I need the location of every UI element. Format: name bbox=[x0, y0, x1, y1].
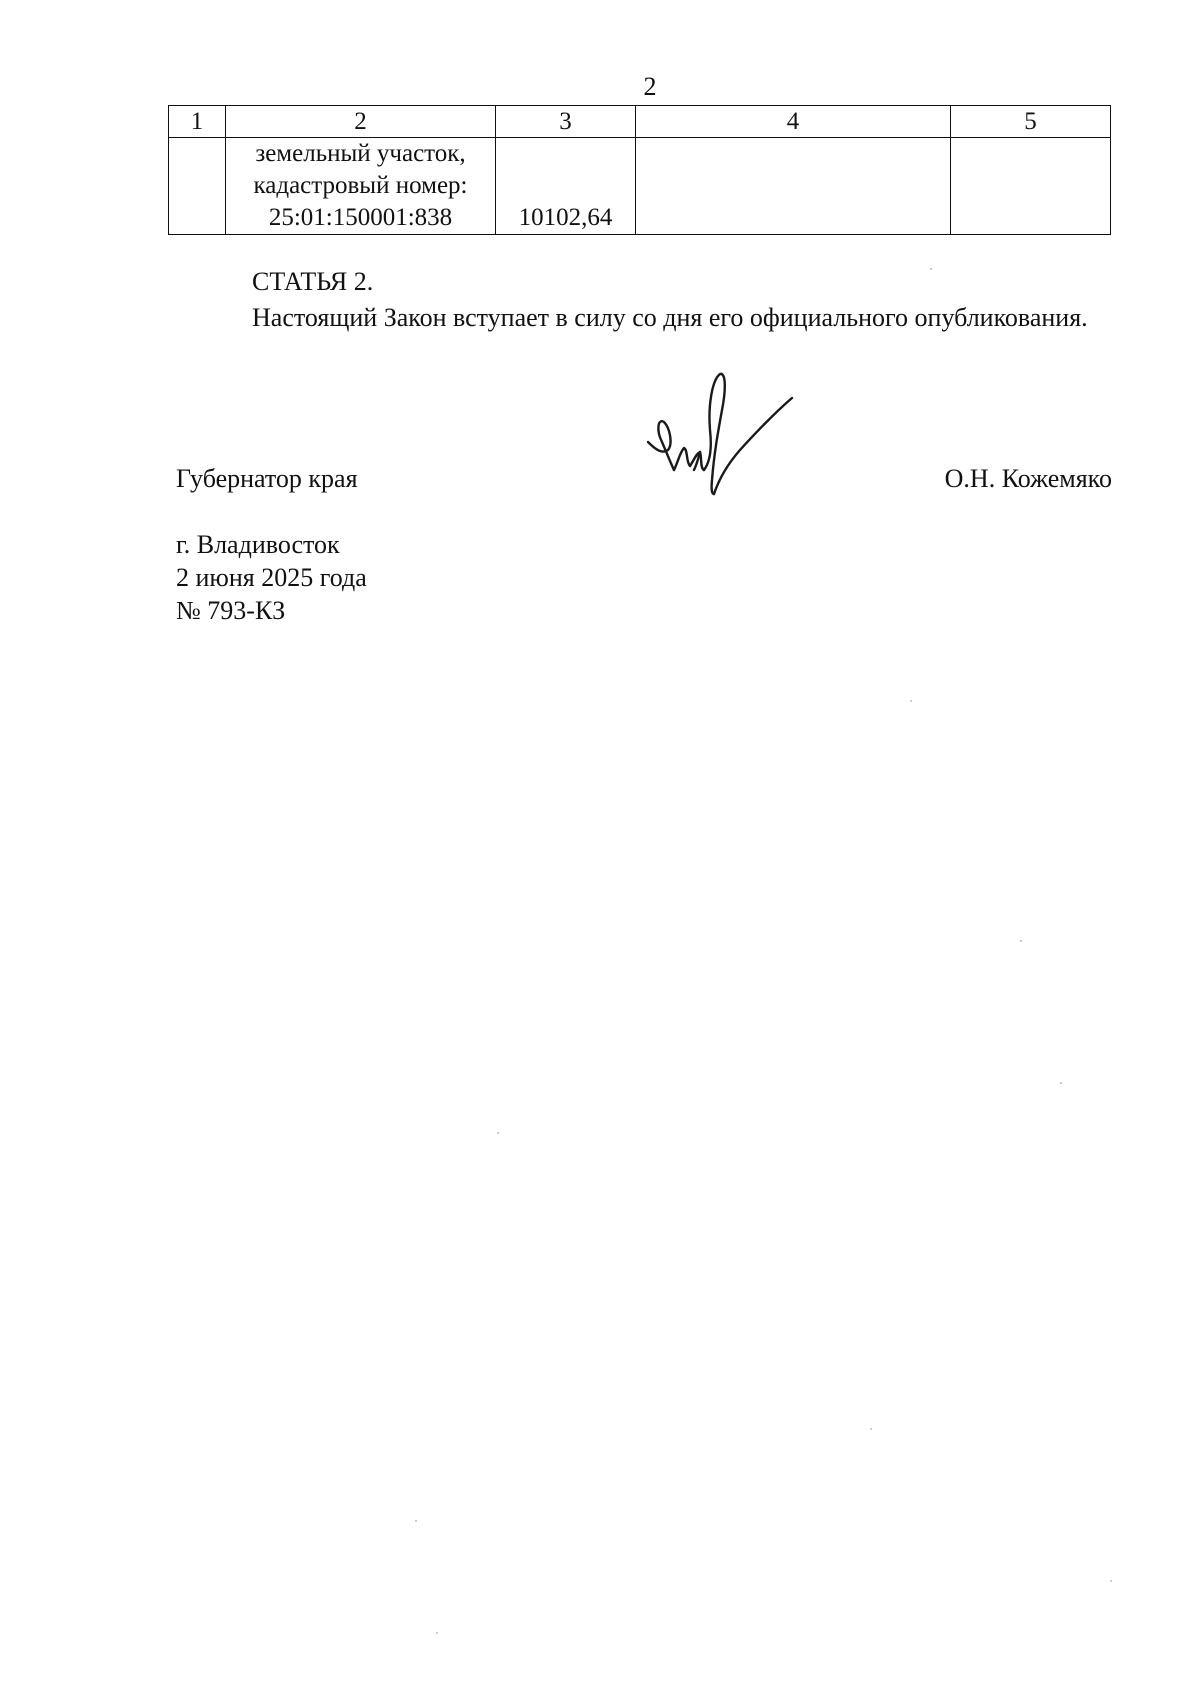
scan-speck bbox=[930, 268, 932, 270]
article-text: Настоящий Закон вступает в силу со дня его официального опубликования. bbox=[252, 303, 1088, 332]
scan-speck bbox=[436, 1632, 438, 1634]
scan-speck bbox=[870, 1428, 872, 1430]
handwritten-signature bbox=[640, 370, 820, 520]
table-cell-col1 bbox=[169, 138, 226, 235]
scan-speck bbox=[415, 1520, 417, 1522]
scan-speck bbox=[1020, 940, 1022, 942]
table-row bbox=[169, 138, 1111, 235]
scan-speck bbox=[1110, 1580, 1112, 1582]
signer-role: Губернатор края bbox=[176, 464, 358, 493]
table-cell-area: 10102,64 bbox=[496, 138, 636, 235]
page-number: 2 bbox=[643, 72, 657, 101]
table-header-cell: 3 bbox=[496, 106, 636, 138]
table-header-cell: 1 bbox=[169, 106, 226, 138]
table-cell-col4 bbox=[636, 138, 951, 235]
description-line: 25:01:150001:838 bbox=[268, 204, 453, 231]
scan-speck bbox=[910, 700, 912, 702]
land-plot-table bbox=[168, 105, 1111, 235]
table-header-cell: 4 bbox=[636, 106, 951, 138]
description-line: кадастровый номер: bbox=[253, 172, 468, 199]
table-cell-col5 bbox=[951, 138, 1111, 235]
document-date: 2 июня 2025 года bbox=[176, 563, 367, 592]
table-header-cell: 2 bbox=[226, 106, 496, 138]
scan-speck bbox=[497, 1132, 499, 1134]
document-city: г. Владивосток bbox=[176, 530, 340, 559]
scan-speck bbox=[1060, 1082, 1062, 1084]
signer-name: О.Н. Кожемяко bbox=[944, 464, 1112, 493]
article-title: СТАТЬЯ 2. bbox=[252, 267, 374, 296]
table-cell-description bbox=[226, 138, 496, 235]
description-line: земельный участок, bbox=[255, 140, 466, 167]
table-header-cell: 5 bbox=[951, 106, 1111, 138]
document-number: № 793-КЗ bbox=[176, 596, 286, 625]
table-header-row bbox=[169, 106, 1111, 138]
document-meta bbox=[176, 528, 367, 627]
